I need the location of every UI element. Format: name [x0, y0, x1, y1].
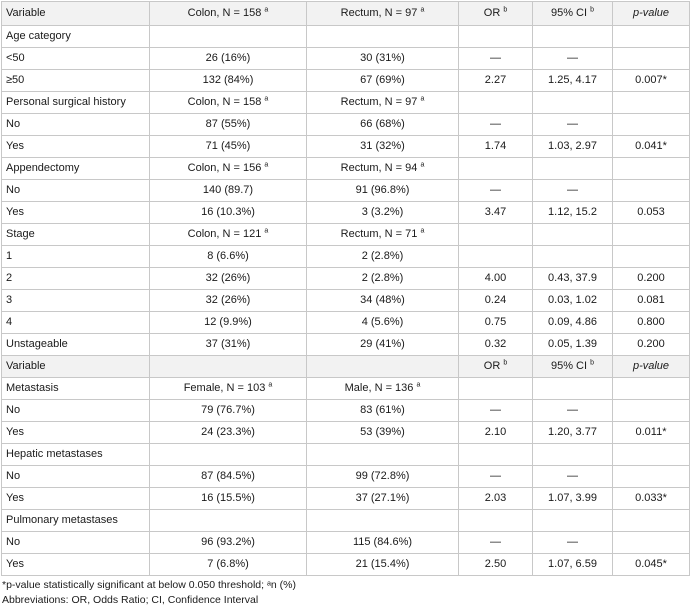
row-p-value: 0.041* — [613, 136, 690, 158]
row-confidence-interval: 0.43, 37.9 — [533, 268, 613, 290]
table-row — [2, 202, 690, 224]
row-group1-value: 16 (10.3%) — [150, 202, 307, 224]
table-row — [2, 180, 690, 202]
footnotes — [2, 578, 296, 608]
section-or-empty — [459, 444, 533, 466]
section-group1-label — [150, 378, 307, 400]
footnote-b-marker: b — [503, 359, 508, 367]
row-label: Yes — [2, 202, 150, 224]
header-colon — [150, 2, 307, 26]
row-odds-ratio: — — [459, 48, 533, 70]
footnote-a-marker: a — [264, 227, 269, 235]
section-header-row — [2, 158, 690, 180]
footnote-a-marker: a — [264, 95, 269, 103]
section-group2-label-text: Male, N = 136 — [344, 382, 414, 394]
row-group2-value: 91 (96.8%) — [307, 180, 459, 202]
row-p-value — [613, 466, 690, 488]
row-group1-value: 87 (84.5%) — [150, 466, 307, 488]
table-row — [2, 488, 690, 510]
table-row — [2, 70, 690, 92]
section-or-empty — [459, 26, 533, 48]
row-odds-ratio: 0.75 — [459, 312, 533, 334]
subheader-or-text: OR — [483, 360, 501, 372]
row-group2-value: 31 (32%) — [307, 136, 459, 158]
section-p-empty — [613, 158, 690, 180]
section-ci-empty — [533, 92, 613, 114]
row-label: Yes — [2, 554, 150, 576]
table-row — [2, 400, 690, 422]
section-group2-label — [307, 444, 459, 466]
section-label: Appendectomy — [2, 158, 150, 180]
row-p-value: 0.045* — [613, 554, 690, 576]
row-confidence-interval: 1.07, 6.59 — [533, 554, 613, 576]
row-group2-value: 37 (27.1%) — [307, 488, 459, 510]
table-subheader-row — [2, 356, 690, 378]
section-group1-label — [150, 92, 307, 114]
section-group2-label-text: Rectum, N = 71 — [340, 228, 418, 240]
row-confidence-interval: 1.03, 2.97 — [533, 136, 613, 158]
row-group1-value: 16 (15.5%) — [150, 488, 307, 510]
row-group2-value: 29 (41%) — [307, 334, 459, 356]
section-p-empty — [613, 26, 690, 48]
row-p-value: 0.200 — [613, 334, 690, 356]
row-confidence-interval: — — [533, 466, 613, 488]
row-confidence-interval: 1.12, 15.2 — [533, 202, 613, 224]
row-confidence-interval: — — [533, 532, 613, 554]
table-row — [2, 466, 690, 488]
section-ci-empty — [533, 224, 613, 246]
row-label: Yes — [2, 488, 150, 510]
row-group2-value: 30 (31%) — [307, 48, 459, 70]
table-header-row — [2, 2, 690, 26]
row-label: No — [2, 400, 150, 422]
row-confidence-interval: — — [533, 48, 613, 70]
row-p-value — [613, 48, 690, 70]
footnote-a-marker: a — [420, 161, 425, 169]
row-p-value: 0.081 — [613, 290, 690, 312]
section-group2-label — [307, 92, 459, 114]
row-group2-value: 99 (72.8%) — [307, 466, 459, 488]
row-label: 2 — [2, 268, 150, 290]
footnote-b-marker: b — [590, 359, 595, 367]
row-odds-ratio: 1.74 — [459, 136, 533, 158]
row-odds-ratio: — — [459, 532, 533, 554]
row-odds-ratio: — — [459, 180, 533, 202]
row-group2-value: 3 (3.2%) — [307, 202, 459, 224]
section-p-empty — [613, 510, 690, 532]
section-label: Personal surgical history — [2, 92, 150, 114]
row-odds-ratio — [459, 246, 533, 268]
row-odds-ratio: 2.10 — [459, 422, 533, 444]
section-header-row — [2, 92, 690, 114]
section-group1-label-text: Colon, N = 121 — [187, 228, 262, 240]
row-odds-ratio: — — [459, 114, 533, 136]
row-label: No — [2, 114, 150, 136]
section-p-empty — [613, 444, 690, 466]
row-label: 1 — [2, 246, 150, 268]
footnote-a-marker: a — [268, 381, 273, 389]
row-group2-value: 66 (68%) — [307, 114, 459, 136]
row-group1-value: 96 (93.2%) — [150, 532, 307, 554]
row-label: 3 — [2, 290, 150, 312]
table-row — [2, 554, 690, 576]
section-group2-label-text: Rectum, N = 97 — [340, 96, 418, 108]
row-group1-value: 32 (26%) — [150, 268, 307, 290]
row-label: No — [2, 532, 150, 554]
row-group1-value: 132 (84%) — [150, 70, 307, 92]
row-confidence-interval: — — [533, 400, 613, 422]
section-p-empty — [613, 224, 690, 246]
subheader-ci-text: 95% CI — [550, 360, 588, 372]
subheader-empty-2 — [307, 356, 459, 378]
section-group1-label-text: Female, N = 103 — [183, 382, 266, 394]
row-label: No — [2, 180, 150, 202]
section-header-row — [2, 510, 690, 532]
row-odds-ratio: 2.27 — [459, 70, 533, 92]
section-ci-empty — [533, 510, 613, 532]
table-row — [2, 290, 690, 312]
row-p-value: 0.200 — [613, 268, 690, 290]
row-group1-value: 140 (89.7) — [150, 180, 307, 202]
table-row — [2, 136, 690, 158]
row-confidence-interval — [533, 246, 613, 268]
section-group2-label — [307, 224, 459, 246]
row-group1-value: 7 (6.8%) — [150, 554, 307, 576]
section-group1-label-text: Colon, N = 156 — [187, 162, 262, 174]
row-confidence-interval: 0.09, 4.86 — [533, 312, 613, 334]
section-header-row — [2, 224, 690, 246]
row-odds-ratio: — — [459, 466, 533, 488]
row-group2-value: 21 (15.4%) — [307, 554, 459, 576]
row-confidence-interval: 1.20, 3.77 — [533, 422, 613, 444]
footnote-abbreviations: Abbreviations: OR, Odds Ratio; CI, Confidence Interval — [2, 594, 259, 606]
section-label: Metastasis — [2, 378, 150, 400]
section-header-row — [2, 444, 690, 466]
subheader-p-value: p-value — [613, 356, 690, 378]
footnote-a-marker: a — [420, 95, 425, 103]
row-confidence-interval: 1.07, 3.99 — [533, 488, 613, 510]
row-odds-ratio: 2.50 — [459, 554, 533, 576]
results-table — [1, 1, 690, 576]
row-label: Yes — [2, 136, 150, 158]
table-row — [2, 48, 690, 70]
section-ci-empty — [533, 444, 613, 466]
section-header-row — [2, 378, 690, 400]
section-or-empty — [459, 510, 533, 532]
section-or-empty — [459, 378, 533, 400]
row-odds-ratio: 0.32 — [459, 334, 533, 356]
row-group2-value: 4 (5.6%) — [307, 312, 459, 334]
subheader-empty-1 — [150, 356, 307, 378]
section-ci-empty — [533, 26, 613, 48]
header-rectum-text: Rectum, N = 97 — [340, 7, 418, 19]
row-group1-value: 24 (23.3%) — [150, 422, 307, 444]
row-group1-value: 32 (26%) — [150, 290, 307, 312]
section-header-row — [2, 26, 690, 48]
table-row — [2, 114, 690, 136]
section-label: Hepatic metastases — [2, 444, 150, 466]
footnote-a-marker: a — [264, 161, 269, 169]
header-ci-text: 95% CI — [550, 7, 588, 19]
row-p-value — [613, 400, 690, 422]
table-row — [2, 334, 690, 356]
header-variable: Variable — [2, 2, 150, 26]
row-p-value: 0.007* — [613, 70, 690, 92]
section-group1-label — [150, 158, 307, 180]
row-group2-value: 53 (39%) — [307, 422, 459, 444]
row-p-value — [613, 114, 690, 136]
footnote-significance: *p-value statistically significant at below 0.050 threshold; ᵃn (%) — [2, 579, 296, 591]
row-p-value: 0.011* — [613, 422, 690, 444]
row-odds-ratio: 4.00 — [459, 268, 533, 290]
section-or-empty — [459, 158, 533, 180]
row-label: <50 — [2, 48, 150, 70]
header-or — [459, 2, 533, 26]
section-p-empty — [613, 378, 690, 400]
section-ci-empty — [533, 158, 613, 180]
row-group2-value: 115 (84.6%) — [307, 532, 459, 554]
footnote-a-marker: a — [264, 6, 269, 14]
section-group1-label — [150, 444, 307, 466]
row-group2-value: 34 (48%) — [307, 290, 459, 312]
row-p-value — [613, 180, 690, 202]
header-p-value: p-value — [613, 2, 690, 26]
section-or-empty — [459, 224, 533, 246]
footnote-a-marker: a — [420, 6, 425, 14]
row-confidence-interval: 0.03, 1.02 — [533, 290, 613, 312]
row-group1-value: 87 (55%) — [150, 114, 307, 136]
section-group1-label — [150, 510, 307, 532]
section-group1-label — [150, 224, 307, 246]
row-group2-value: 67 (69%) — [307, 70, 459, 92]
section-ci-empty — [533, 378, 613, 400]
footnote-a-marker: a — [420, 227, 425, 235]
section-p-empty — [613, 92, 690, 114]
table-row — [2, 312, 690, 334]
row-p-value — [613, 532, 690, 554]
header-colon-text: Colon, N = 158 — [187, 7, 262, 19]
row-label: No — [2, 466, 150, 488]
section-group2-label — [307, 378, 459, 400]
section-label: Age category — [2, 26, 150, 48]
header-or-text: OR — [483, 7, 501, 19]
row-group2-value: 83 (61%) — [307, 400, 459, 422]
row-label: 4 — [2, 312, 150, 334]
table-row — [2, 532, 690, 554]
row-confidence-interval: 1.25, 4.17 — [533, 70, 613, 92]
row-confidence-interval: — — [533, 180, 613, 202]
row-odds-ratio: 3.47 — [459, 202, 533, 224]
row-label: ≥50 — [2, 70, 150, 92]
row-group1-value: 8 (6.6%) — [150, 246, 307, 268]
table-row — [2, 268, 690, 290]
section-group2-label-text: Rectum, N = 94 — [340, 162, 418, 174]
footnote-b-marker: b — [503, 6, 508, 14]
subheader-variable: Variable — [2, 356, 150, 378]
header-ci — [533, 2, 613, 26]
row-confidence-interval: 0.05, 1.39 — [533, 334, 613, 356]
row-group2-value: 2 (2.8%) — [307, 246, 459, 268]
subheader-ci — [533, 356, 613, 378]
header-rectum — [307, 2, 459, 26]
row-odds-ratio: 2.03 — [459, 488, 533, 510]
section-group2-label — [307, 158, 459, 180]
row-p-value: 0.053 — [613, 202, 690, 224]
row-label: Yes — [2, 422, 150, 444]
row-odds-ratio: — — [459, 400, 533, 422]
row-group2-value: 2 (2.8%) — [307, 268, 459, 290]
table-row — [2, 246, 690, 268]
row-group1-value: 12 (9.9%) — [150, 312, 307, 334]
section-or-empty — [459, 92, 533, 114]
row-p-value — [613, 246, 690, 268]
footnote-a-marker: a — [416, 381, 421, 389]
table-row — [2, 422, 690, 444]
section-label: Stage — [2, 224, 150, 246]
row-group1-value: 79 (76.7%) — [150, 400, 307, 422]
row-group1-value: 71 (45%) — [150, 136, 307, 158]
subheader-or — [459, 356, 533, 378]
footnote-b-marker: b — [590, 6, 595, 14]
section-label: Pulmonary metastases — [2, 510, 150, 532]
section-group2-label — [307, 26, 459, 48]
section-group2-label — [307, 510, 459, 532]
section-group1-label — [150, 26, 307, 48]
row-confidence-interval: — — [533, 114, 613, 136]
row-p-value: 0.800 — [613, 312, 690, 334]
row-label: Unstageable — [2, 334, 150, 356]
section-group1-label-text: Colon, N = 158 — [187, 96, 262, 108]
row-p-value: 0.033* — [613, 488, 690, 510]
row-group1-value: 26 (16%) — [150, 48, 307, 70]
row-group1-value: 37 (31%) — [150, 334, 307, 356]
row-odds-ratio: 0.24 — [459, 290, 533, 312]
